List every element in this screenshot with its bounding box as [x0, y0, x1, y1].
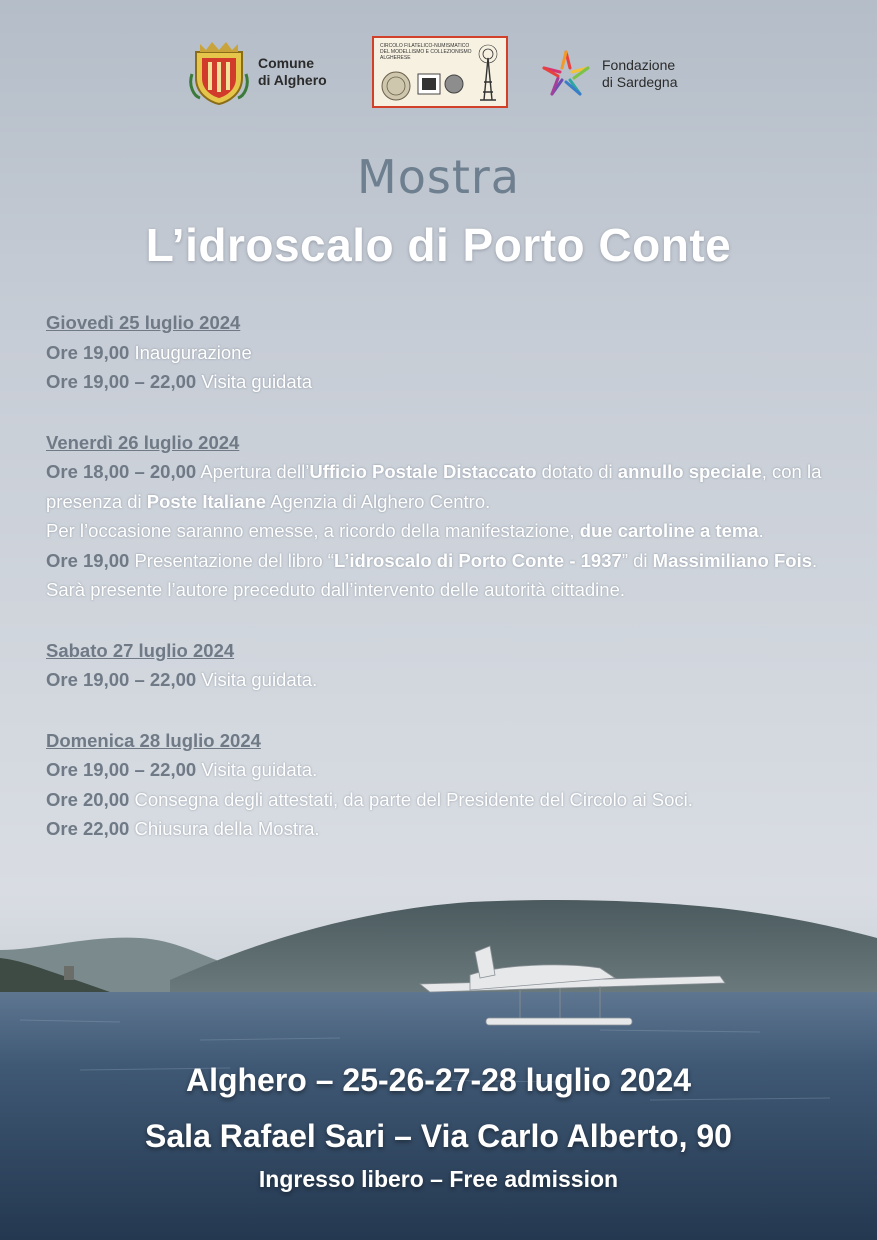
fondazione-star-icon	[540, 48, 592, 100]
day-heading: Venerdì 26 luglio 2024	[46, 431, 240, 453]
sea	[0, 992, 877, 1240]
day-heading: Domenica 28 luglio 2024	[46, 729, 261, 751]
event-time: Ore 19,00	[46, 341, 130, 363]
day-saturday	[46, 636, 846, 695]
event-time: Ore 18,00 – 20,00	[46, 461, 197, 482]
day-heading: Giovedì 25 luglio 2024	[46, 312, 241, 333]
event-highlight: Ufficio Postale Distaccato	[309, 461, 537, 482]
tower	[64, 966, 74, 980]
footer-dates: Alghero – 25-26-27-28 luglio 2024	[185, 1062, 692, 1098]
event-text: Visita guidata	[201, 371, 313, 392]
event-text: Inaugurazione	[134, 341, 252, 363]
event-text: Chiusura della Mostra.	[134, 818, 320, 839]
comune-logo	[188, 38, 327, 106]
event-time: Ore 22,00	[46, 818, 130, 839]
event-text: Apertura dell’	[200, 461, 310, 482]
event-time: Ore 20,00	[46, 788, 130, 810]
comune-crest-icon	[188, 38, 250, 106]
day-thursday	[46, 308, 846, 397]
fondazione-line2: di Sardegna	[602, 74, 678, 90]
event-text: Visita guidata.	[201, 759, 318, 780]
event-text: Agenzia di Alghero Centro.	[270, 490, 491, 512]
program-schedule	[46, 308, 846, 875]
event-highlight: annullo speciale	[617, 461, 762, 482]
event-text: dotato di	[541, 461, 613, 482]
comune-line2: di Alghero	[258, 72, 327, 88]
day-sunday	[46, 726, 846, 844]
event-kicker: Mostra	[357, 150, 520, 204]
book-title: L’idroscalo di Porto Conte - 1937	[333, 549, 622, 571]
logo-bar	[0, 36, 877, 112]
event-time: Ore 19,00 – 22,00	[46, 371, 197, 392]
day-heading: Sabato 27 luglio 2024	[46, 639, 235, 661]
circolo-logo	[372, 36, 508, 108]
event-highlight: due cartoline a tema	[579, 520, 759, 541]
event-text: .	[758, 520, 764, 541]
circolo-emblem-icon	[374, 38, 506, 106]
event-text: Presentazione del libro “	[134, 549, 334, 571]
fondazione-line1: Fondazione	[602, 57, 676, 73]
event-text: ” di	[621, 549, 648, 571]
event-time: Ore 19,00 – 22,00	[46, 759, 197, 780]
event-text: Consegna degli attestati, da parte del Presidente del Circolo ai Soci.	[134, 788, 693, 810]
event-text: Per l’occasione saranno emesse, a ricordo della manifestazione,	[46, 520, 575, 541]
comune-line1: Comune	[258, 55, 314, 71]
footer-admission: Ingresso libero – Free admission	[258, 1166, 619, 1192]
fondazione-logo	[540, 48, 678, 100]
event-text: , con la presenza di	[46, 461, 822, 512]
day-friday	[46, 428, 846, 605]
event-time: Ore 19,00 – 22,00	[46, 669, 197, 690]
event-text: Visita guidata.	[201, 669, 318, 690]
circolo-text: CIRCOLO FILATELICO-NUMISMATICO DEL MODELLISMO E COLLEZIONISMO ALGHERESE	[380, 43, 472, 61]
event-title: L’idroscalo di Porto Conte	[145, 219, 732, 271]
event-time: Ore 19,00	[46, 549, 130, 571]
event-text: . Sarà presente l’autore preceduto dall’intervento delle autorità cittadine.	[46, 549, 818, 600]
author-name: Massimiliano Fois	[652, 549, 813, 571]
footer-venue: Sala Rafael Sari – Via Carlo Alberto, 90	[145, 1118, 732, 1154]
event-highlight: Poste Italiane	[146, 490, 267, 512]
